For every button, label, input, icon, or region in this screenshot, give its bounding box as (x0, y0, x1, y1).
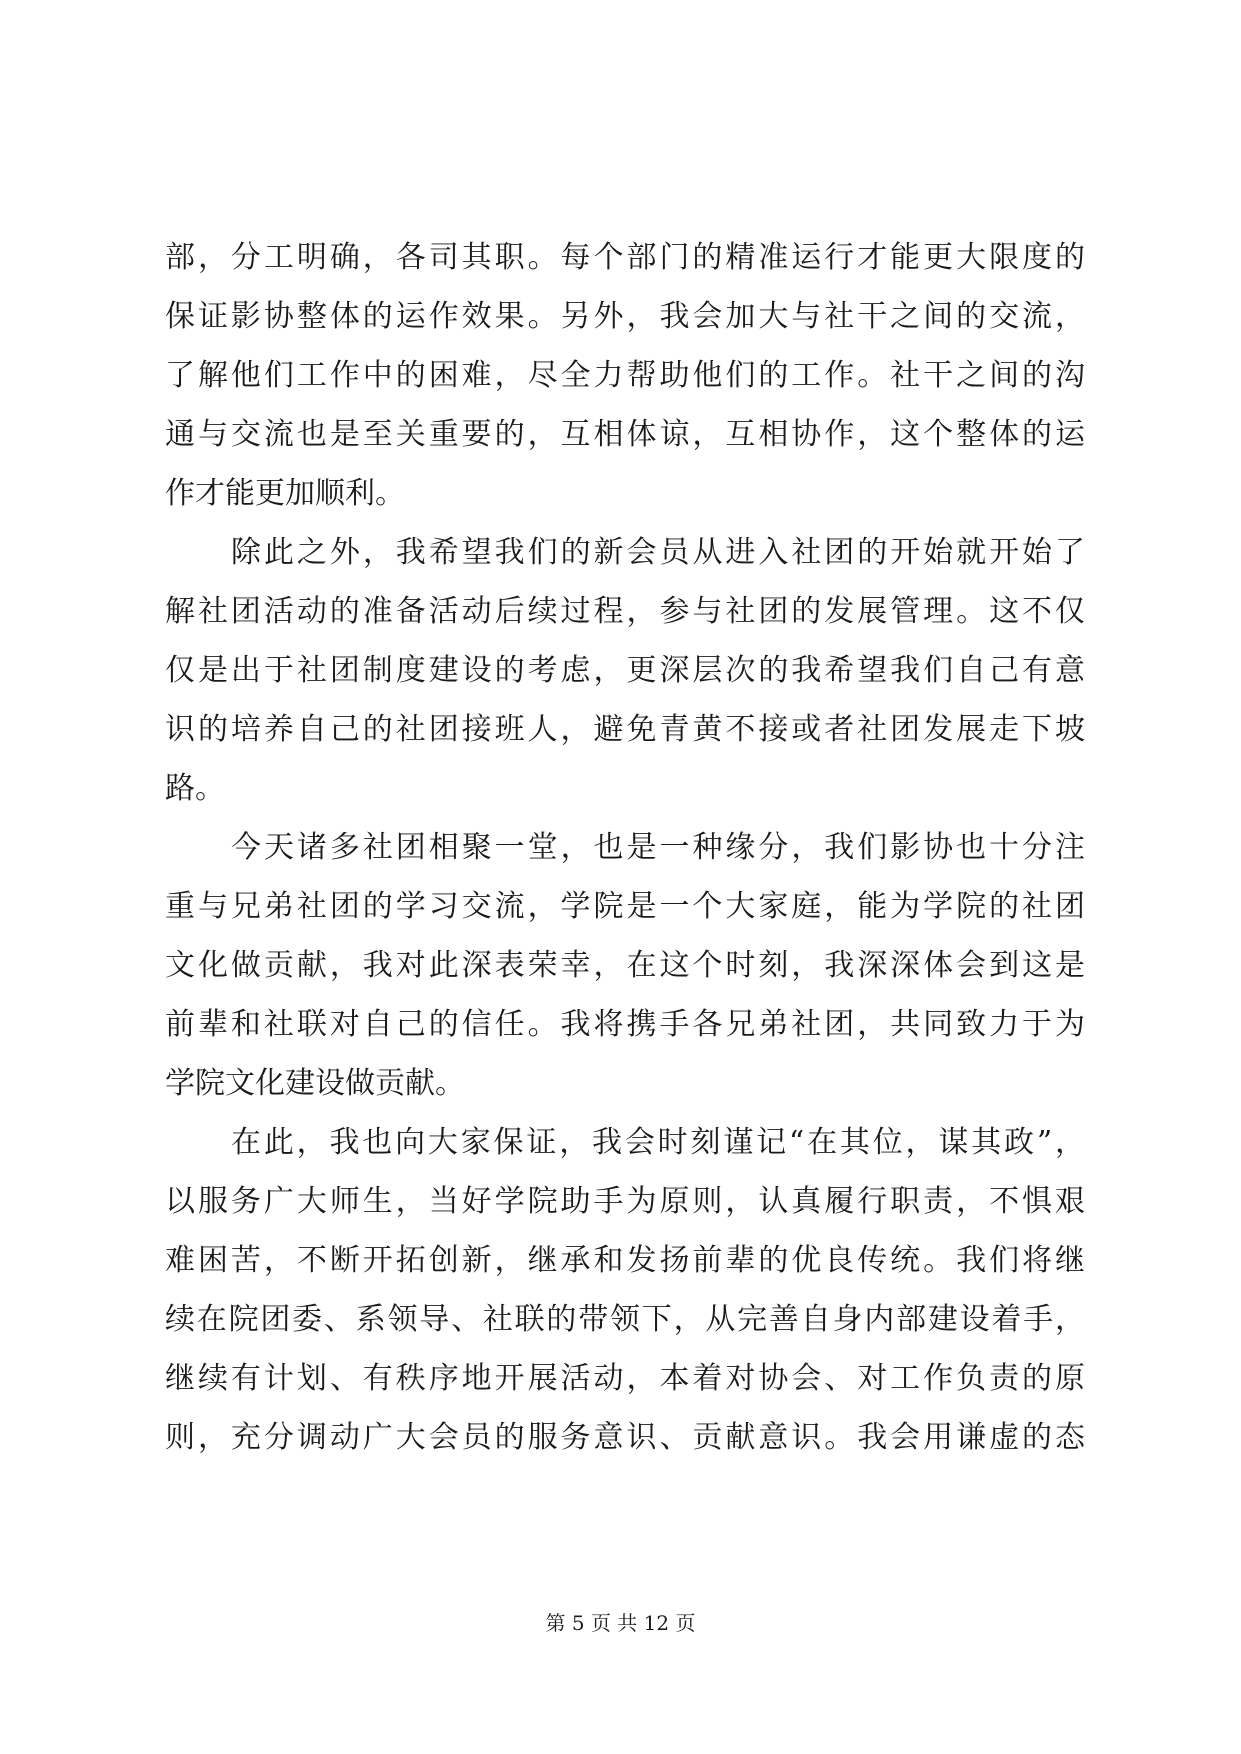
text-line: 识的培养自己的社团接班人，避免青黄不接或者社团发展走下坡 (165, 712, 1085, 747)
text-line: 难困苦，不断开拓创新，继承和发扬前辈的优良传统。我们将继 (165, 1243, 1085, 1278)
text-line: 路。 (165, 771, 225, 806)
text-line: 则，充分调动广大会员的服务意识、贡献意识。我会用谦虚的态 (165, 1420, 1085, 1455)
text-line: 部，分工明确，各司其职。每个部门的精准运行才能更大限度的 (165, 240, 1085, 275)
text-line: 除此之外，我希望我们的新会员从进入社团的开始就开始了 (231, 535, 1085, 570)
body-text (165, 228, 1085, 1467)
text-line: 重与兄弟社团的学习交流，学院是一个大家庭，能为学院的社团 (165, 889, 1085, 924)
text-line: 保证影协整体的运作效果。另外，我会加大与社干之间的交流， (165, 299, 1085, 334)
text-line: 继续有计划、有秩序地开展活动，本着对协会、对工作负责的原 (165, 1361, 1085, 1396)
text-line: 前辈和社联对自己的信任。我将携手各兄弟社团，共同致力于为 (165, 1007, 1085, 1042)
text-line: 以服务广大师生，当好学院助手为原则，认真履行职责，不惧艰 (165, 1184, 1085, 1219)
text-line: 通与交流也是至关重要的，互相体谅，互相协作，这个整体的运 (165, 417, 1085, 452)
text-line: 在此，我也向大家保证，我会时刻谨记“在其位，谋其政”， (231, 1125, 1085, 1160)
text-line: 今天诸多社团相聚一堂，也是一种缘分，我们影协也十分注 (231, 830, 1085, 865)
text-line: 作才能更加顺利。 (165, 476, 405, 511)
page-number-footer: 第 5 页 共 12 页 (545, 1611, 696, 1635)
text-line: 解社团活动的准备活动后续过程，参与社团的发展管理。这不仅 (165, 594, 1085, 629)
text-line: 仅是出于社团制度建设的考虑，更深层次的我希望我们自己有意 (165, 653, 1085, 688)
text-line: 续在院团委、系领导、社联的带领下，从完善自身内部建设着手， (165, 1302, 1085, 1337)
text-line: 文化做贡献，我对此深表荣幸，在这个时刻，我深深体会到这是 (165, 948, 1085, 983)
text-line: 了解他们工作中的困难，尽全力帮助他们的工作。社干之间的沟 (165, 358, 1085, 393)
text-line: 学院文化建设做贡献。 (165, 1066, 465, 1101)
